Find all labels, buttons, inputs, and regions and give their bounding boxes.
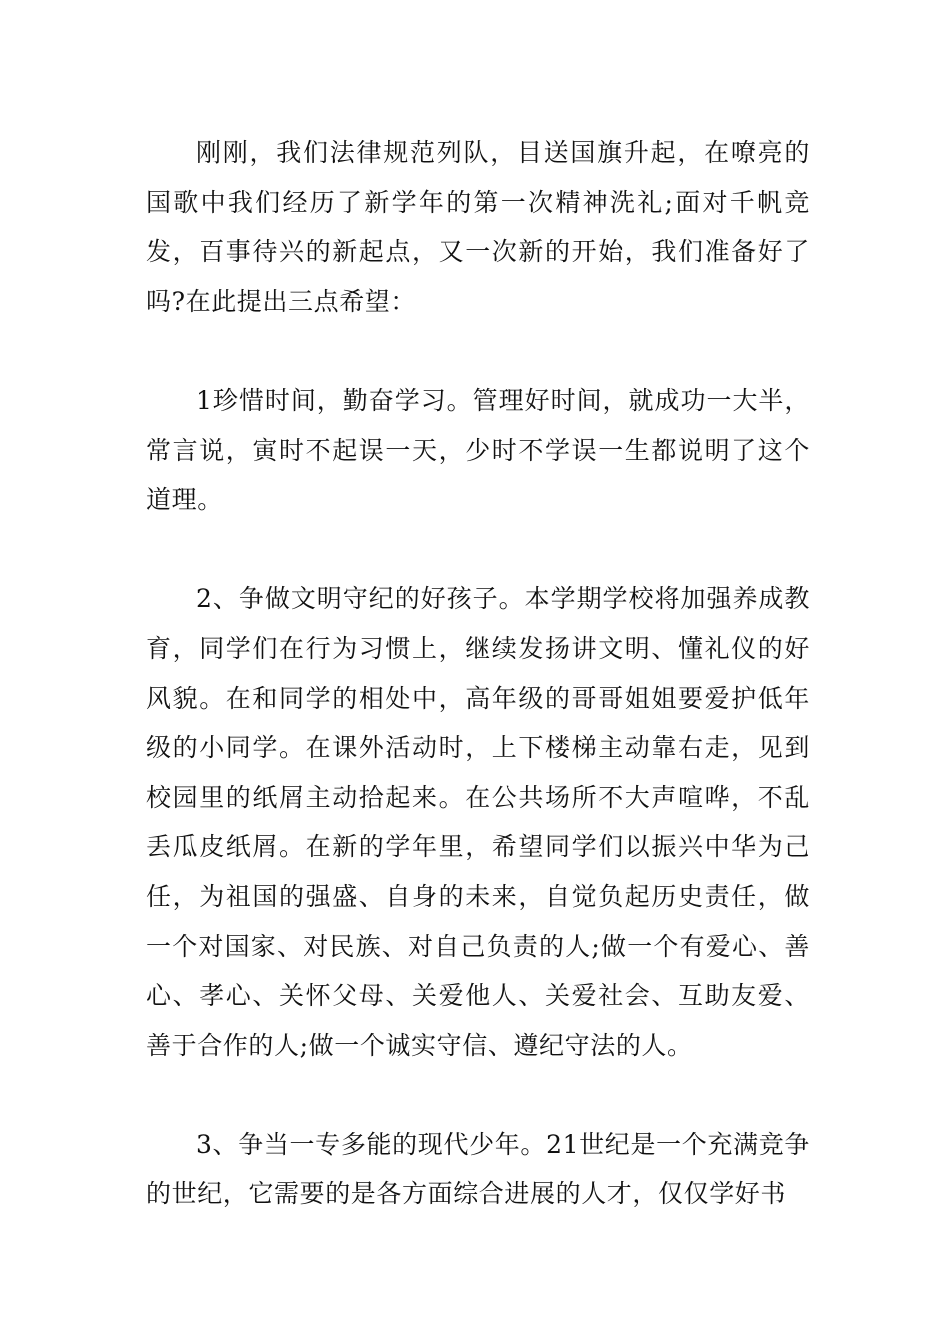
paragraph-point-2: 2、争做文明守纪的好孩子。本学期学校将加强养成教育，同学们在行为习惯上，继续发扬讲文明、懂礼仪的好风貌。在和同学的相处中，高年级的哥哥姐姐要爱护低年级的小同学。在课外活动时，上下楼梯主动靠右走，见到校园里的纸屑主动拾起来。在公共场所不大声喧哗，不乱丢瓜皮纸屑。在新的学年里，希望同学们以振兴中华为己任，为祖国的强盛、自身的未来，自觉负起历史责任，做一个对国家、对民族、对自己负责的人;做一个有爱心、善心、孝心、关怀父母、关爱他人、关爱社会、互助友爱、善于合作的人;做一个诚实守信、遵纪守法的人。: [146, 584, 810, 1060]
document-body: [146, 128, 810, 1219]
paragraph-point-1: 1珍惜时间，勤奋学习。管理好时间，就成功一大半，常言说，寅时不起误一天，少时不学误一生都说明了这个道理。: [146, 385, 810, 515]
paragraph-spacer: [146, 326, 810, 376]
paragraph-spacer: [146, 1070, 810, 1120]
paragraph-intro: 刚刚，我们法律规范列队，目送国旗升起，在嘹亮的国歌中我们经历了新学年的第一次精神洗礼;面对千帆竞发，百事待兴的新起点，又一次新的开始，我们准备好了吗?在此提出三点希望：: [146, 138, 810, 316]
paragraph-point-3: 3、争当一专多能的现代少年。21世纪是一个充满竞争的世纪，它需要的是各方面综合进展的人才，仅仅学好书: [146, 1129, 810, 1209]
paragraph-spacer: [146, 525, 810, 575]
